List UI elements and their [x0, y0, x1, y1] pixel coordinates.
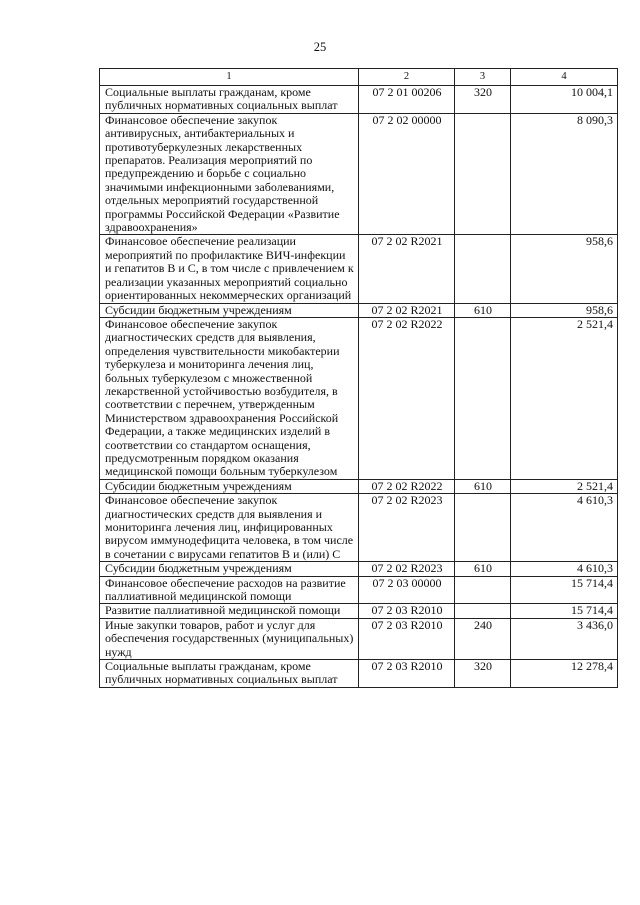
cell-amount: 15 714,4: [511, 576, 618, 604]
cell-name: Субсидии бюджетным учреждениям: [100, 479, 359, 493]
table-row: [100, 618, 618, 659]
cell-target-code: 07 2 02 R2022: [359, 317, 455, 479]
table-row: [100, 235, 618, 303]
cell-name: Развитие паллиативной медицинской помощи: [100, 604, 359, 618]
cell-target-code: 07 2 02 R2022: [359, 479, 455, 493]
cell-expense-type: [455, 317, 511, 479]
cell-target-code: 07 2 02 R2023: [359, 562, 455, 576]
cell-expense-type: [455, 604, 511, 618]
cell-name: Субсидии бюджетным учреждениям: [100, 303, 359, 317]
cell-expense-type: 240: [455, 618, 511, 659]
table-row: [100, 303, 618, 317]
cell-expense-type: [455, 494, 511, 562]
cell-target-code: 07 2 03 R2010: [359, 660, 455, 688]
cell-name: Финансовое обеспечение закупок диагностических средств для выявления, определения чувствительности микобактерии туберкулеза и мониторинга лечения лиц, больных туберкулезом с множественной лекарственной устойчивостью возбудителя, в соответствии с перечнем, утвержденным Министерством здравоохранения Российской Федерации, а также медицинских изделий в соответствии со стандартом оснащения, предусмотренным порядком оказания медицинской помощи больным туберкулезом: [100, 317, 359, 479]
cell-target-code: 07 2 02 00000: [359, 113, 455, 235]
cell-amount: 10 004,1: [511, 86, 618, 114]
cell-name: Субсидии бюджетным учреждениям: [100, 562, 359, 576]
cell-amount: 2 521,4: [511, 317, 618, 479]
cell-name: Иные закупки товаров, работ и услуг для обеспечения государственных (муниципальных) нужд: [100, 618, 359, 659]
cell-name: Финансовое обеспечение реализации мероприятий по профилактике ВИЧ-инфекции и гепатитов В и С, в том числе с привлечением к реализации указанных мероприятий социально ориентированных некоммерческих организаций: [100, 235, 359, 303]
table-row: [100, 113, 618, 235]
table-row: [100, 604, 618, 618]
cell-expense-type: [455, 576, 511, 604]
cell-name: Финансовое обеспечение закупок диагностических средств для выявления и мониторинга лечения лиц, инфицированных вирусом иммунодефицита человека, в том числе в сочетании с вирусами гепатитов В и (или) С: [100, 494, 359, 562]
cell-target-code: 07 2 02 R2021: [359, 235, 455, 303]
column-header-4: 4: [511, 69, 618, 86]
table-row: [100, 494, 618, 562]
cell-expense-type: 320: [455, 86, 511, 114]
cell-amount: 4 610,3: [511, 494, 618, 562]
cell-expense-type: 610: [455, 562, 511, 576]
cell-target-code: 07 2 03 R2010: [359, 618, 455, 659]
cell-amount: 2 521,4: [511, 479, 618, 493]
column-header-1: 1: [100, 69, 359, 86]
cell-name: Финансовое обеспечение закупок антивирусных, антибактериальных и противотуберкулезных лекарственных препаратов. Реализация мероприятий по предупреждению и борьбе с социально значимыми инфекционными заболеваниями, отдельных мероприятий государственной программы Российской Федерации «Развитие здравоохранения»: [100, 113, 359, 235]
cell-expense-type: 610: [455, 303, 511, 317]
cell-target-code: 07 2 03 R2010: [359, 604, 455, 618]
table-row: [100, 576, 618, 604]
column-header-2: 2: [359, 69, 455, 86]
cell-amount: 4 610,3: [511, 562, 618, 576]
budget-table: [99, 68, 618, 688]
table-row: [100, 562, 618, 576]
table-row: [100, 479, 618, 493]
cell-amount: 15 714,4: [511, 604, 618, 618]
table-row: [100, 86, 618, 114]
cell-target-code: 07 2 02 R2023: [359, 494, 455, 562]
table-header-row: [100, 69, 618, 86]
cell-amount: 3 436,0: [511, 618, 618, 659]
cell-expense-type: [455, 113, 511, 235]
table-row: [100, 317, 618, 479]
cell-name: Социальные выплаты гражданам, кроме публичных нормативных социальных выплат: [100, 660, 359, 688]
cell-target-code: 07 2 02 R2021: [359, 303, 455, 317]
cell-expense-type: 610: [455, 479, 511, 493]
column-header-3: 3: [455, 69, 511, 86]
cell-amount: 958,6: [511, 303, 618, 317]
cell-name: Финансовое обеспечение расходов на развитие паллиативной медицинской помощи: [100, 576, 359, 604]
cell-name: Социальные выплаты гражданам, кроме публичных нормативных социальных выплат: [100, 86, 359, 114]
cell-amount: 12 278,4: [511, 660, 618, 688]
cell-target-code: 07 2 03 00000: [359, 576, 455, 604]
cell-target-code: 07 2 01 00206: [359, 86, 455, 114]
table-row: [100, 660, 618, 688]
cell-expense-type: 320: [455, 660, 511, 688]
cell-amount: 8 090,3: [511, 113, 618, 235]
cell-amount: 958,6: [511, 235, 618, 303]
table-body: [100, 86, 618, 688]
cell-expense-type: [455, 235, 511, 303]
page-number: 25: [313, 40, 327, 54]
